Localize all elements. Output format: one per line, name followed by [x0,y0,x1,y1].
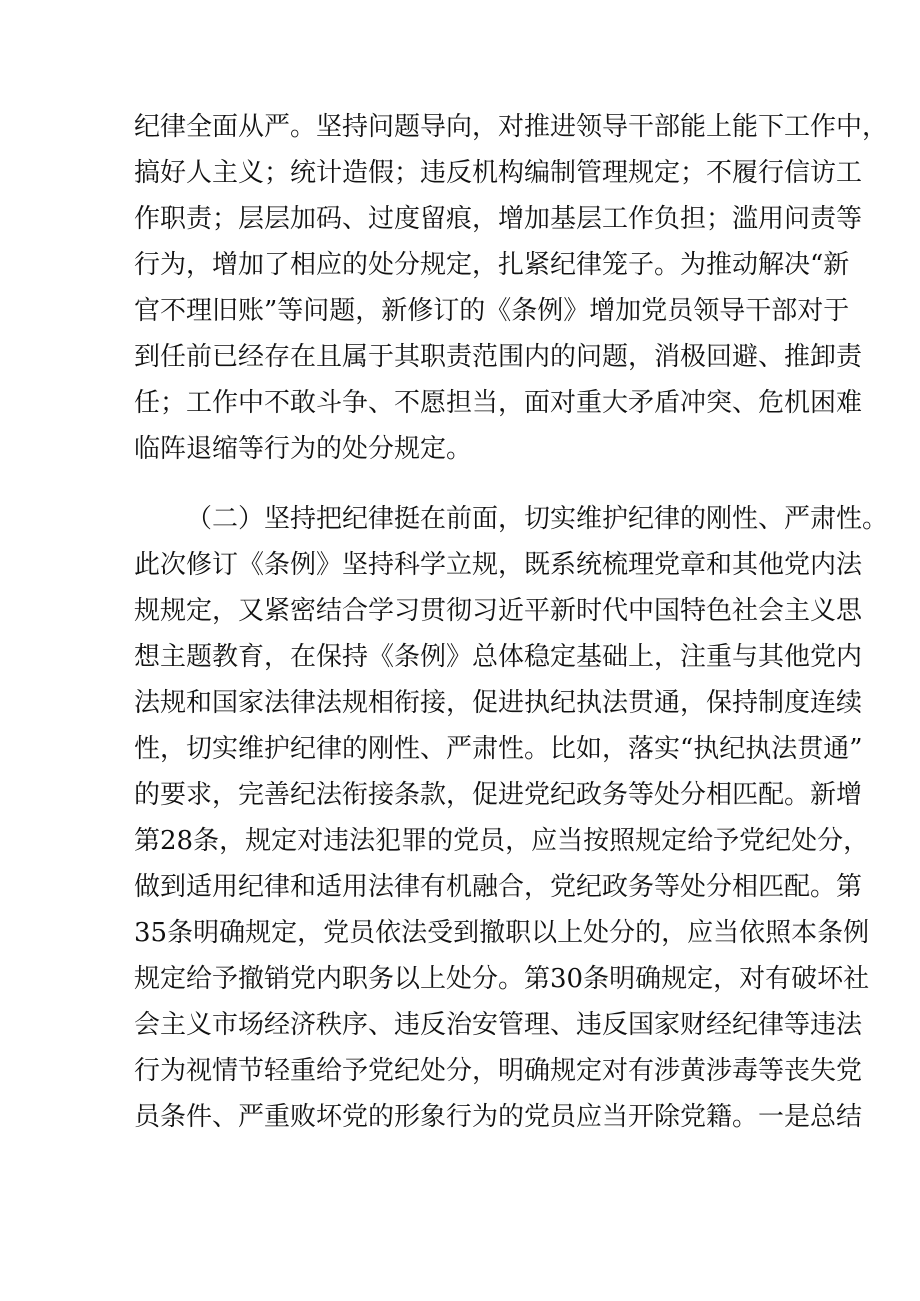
text-line: 想主题教育，在保持《条例》总体稳定基础上，注重与其他党内 [134,642,863,672]
text-line: 行为视情节轻重给予党纪处分，明确规定对有涉黄涉毒等丧失党 [134,1056,863,1086]
text-line: 员条件、严重败坏党的形象行为的党员应当开除党籍。一是总结 [134,1102,863,1132]
text-line: 规规定，又紧密结合学习贯彻习近平新时代中国特色社会主义思 [134,596,863,626]
text-line: 官不理旧账”等问题，新修订的《条例》增加党员领导干部对于 [134,296,850,326]
text-line: 行为，增加了相应的处分规定，扎紧纪律笼子。为推动解决“新 [134,250,850,280]
text-line: 35条明确规定，党员依法受到撤职以上处分的，应当依照本条例 [134,918,870,948]
text-line: 到任前已经存在且属于其职责范围内的问题，消极回避、推卸责 [134,342,863,372]
text-line: 规定给予撤销党内职务以上处分。第30条明确规定，对有破坏社 [134,964,870,994]
text-line: 做到适用纪律和适用法律有机融合，党纪政务等处分相匹配。第 [134,872,863,902]
text-line: 此次修订《条例》坚持科学立规，既系统梳理党章和其他党内法 [134,550,863,580]
section-heading-line: （二）坚持把纪律挺在前面，切实维护纪律的刚性、严肃性。 [186,504,889,534]
text-line: 法规和国家法律法规相衔接，促进执纪执法贯通，保持制度连续 [134,688,863,718]
text-line: 任；工作中不敢斗争、不愿担当，面对重大矛盾冲突、危机困难 [134,388,863,418]
text-line: 第28条，规定对违法犯罪的党员，应当按照规定给予党纪处分， [134,826,870,856]
text-line: 会主义市场经济秩序、违反治安管理、违反国家财经纪律等违法 [134,1010,863,1040]
text-line: 搞好人主义；统计造假；违反机构编制管理规定；不履行信访工 [134,158,863,188]
text-line: 的要求，完善纪法衔接条款，促进党纪政务等处分相匹配。新增 [134,780,863,810]
text-line: 纪律全面从严。坚持问题导向，对推进领导干部能上能下工作中， [134,112,889,142]
text-line: 作职责；层层加码、过度留痕，增加基层工作负担；滥用问责等 [134,204,863,234]
text-line: 性，切实维护纪律的刚性、严肃性。比如，落实“执纪执法贯通” [134,734,863,764]
text-line: 临阵退缩等行为的处分规定。 [134,434,473,464]
